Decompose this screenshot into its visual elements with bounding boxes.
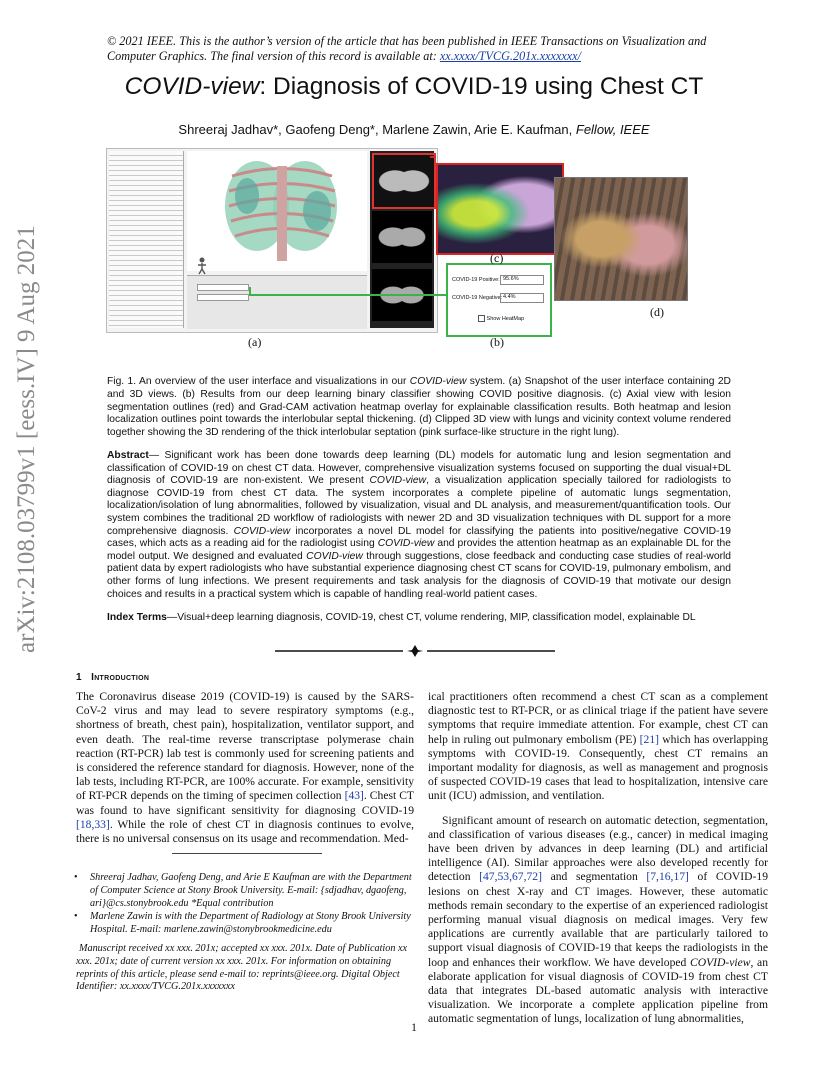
abstract-p3: incorporates a novel DL model for classifying the patients into positive/negative COVID-19 cases, which acts as a reading aid for the radiologist using bbox=[107, 525, 731, 550]
citation[interactable]: 53, bbox=[497, 870, 512, 884]
left-p1a: The Coronavirus disease 2019 (COVID-19) is caused by the SARS-CoV-2 virus and may lead to severe respiratory symptoms (e.g., shortness of breath, chest pain), hospitalization, ventilator support, and even death. The real-time reverse transcriptase polymerase chain reaction (RT-PCR) lab test is commonly used for screening patients and is considered the reference standard for diagnosis. However, none of the lab tests, including RT-PCR, are 100% accurate. For example, sensitivity of RT-PCR depends on the timing of specimen collection bbox=[76, 690, 414, 803]
footnote-rule bbox=[172, 853, 322, 854]
abstract bbox=[107, 450, 731, 601]
right-p2b: and segmentation bbox=[541, 870, 647, 884]
abstract-i4: COVID-view bbox=[306, 550, 363, 562]
paper-title bbox=[0, 73, 828, 101]
page-number: 1 bbox=[411, 1020, 417, 1034]
right-paragraph-2 bbox=[428, 814, 768, 1027]
bullet-icon: • bbox=[74, 872, 78, 883]
abstract-i1: COVID-view bbox=[369, 475, 427, 487]
footnote-1 bbox=[76, 872, 414, 910]
right-p1b: which has overlapping symptoms with COVID-19. Consequently, chest CT remains an important modality for diagnosis, as well as management and prognosis of suspected COVID-19 cases that lead to hospitalization, intensive care unit (ICU) admission, and ventilation. bbox=[428, 732, 768, 803]
figure-caption bbox=[107, 376, 731, 440]
index-terms-label: Index Terms bbox=[107, 612, 167, 623]
body-right-column bbox=[428, 690, 768, 1027]
right-p2a: Significant amount of research on automatic detection, segmentation, and classification of various diseases (e.g., cancer) in medical imaging have been driven by advances in deep learning (DL) and artificial intelligence (AI). Similar approaches were also developed recently for detection bbox=[428, 813, 768, 884]
citation[interactable]: 33] bbox=[94, 817, 110, 831]
citation[interactable]: [18, bbox=[76, 817, 95, 831]
index-terms-text: —Visual+deep learning diagnosis, COVID-19, chest CT, volume rendering, MIP, classification model, explainable DL bbox=[166, 612, 696, 623]
copyright-text: © 2021 IEEE. This is the author’s version of the article that has been published in IEEE Transactions on Visualization and Computer Graphics. The final version of this record is available at: bbox=[107, 34, 707, 63]
left-p1c: . While the role of chest CT in diagnosis continues to evolve, there is no universal consensus on its usage and recommendation. Med- bbox=[76, 817, 414, 846]
right-i1: COVID-view bbox=[689, 955, 751, 969]
figure-label-d: (d) bbox=[650, 305, 664, 319]
left-p1b: . Chest CT was found to have significant sensitivity for diagnosing COVID-19 bbox=[76, 789, 415, 817]
right-p1a: ical practitioners often recommend a chest CT scan as a complement diagnostic test to RT-PCR, or as clinical triage if the patient have severe symptoms that require immediate attention. For example, chest CT can help in ruling out pulmonary embolism (PE) bbox=[428, 690, 768, 746]
copyright-notice bbox=[107, 34, 742, 63]
author-fellow: Fellow, IEEE bbox=[575, 122, 650, 137]
figure-label-a: (a) bbox=[248, 335, 262, 349]
abstract-p5: through suggestions, close feedback and conducting case studies of real-world patient data by expert radiologists who have substantial experience diagnosing chest CT scans for COVID-19, pulmonary embolism, and other forms of lung infections. We present requirements and task analysis for the diagnosis of COVID-19 that motivate our design choices and results in a practical system which is capable of handling real-world patient cases. bbox=[107, 550, 732, 600]
section-title: Introduction bbox=[91, 672, 150, 683]
abstract-p2: , a visualization application specially tailored for radiologists to diagnose COVID-19 from chest CT data. The system incorporates a complete pipeline of automatic lungs segmentation, localization/isolation of lung abnormalities, followed by visualization, visual and DL analysis, and measurement/quantification tools. Our system combines the traditional 2D workflow of radiologists with newer 2D and 3D visualization techniques with DL support for a more comprehensive diagnosis. bbox=[107, 475, 731, 537]
right-p2c: of COVID-19 lesions on chest X-ray and CT images. However, these automatic methods remain secondary to the expertise of an experienced radiologist performing manual visual diagnosis on medical images. Very few applications are currently available that are particularly tailored to support visual diagnosis of COVID-19 that keeps the radiologists in the loop and enhances their workflow. We have developed bbox=[428, 870, 768, 969]
citation[interactable]: [21] bbox=[639, 732, 659, 746]
positive-label: COVID-19 Positive: bbox=[452, 277, 500, 283]
abstract-p1: — Significant work has been done towards deep learning (DL) models for automatic lung and lesion segmentation and classification of COVID-19 on chest CT data. However, comprehensive visualization systems focused on supporting the dual visual+DL diagnosis of COVID-19 are non-existent. We present bbox=[107, 450, 731, 487]
citation[interactable]: 67, bbox=[511, 870, 527, 884]
title-rest: : Diagnosis of COVID-19 using Chest CT bbox=[259, 73, 704, 100]
caption-italic: COVID-view bbox=[409, 376, 467, 387]
right-p2d: , an elaborate application for visual diagnosis of COVID-19 from chest CT data that integrates DL-based automatic analysis with interactive visualization. We incorporate a complete application pipeline from automatic segmentation of lungs, localization of lung abnormalities, bbox=[428, 955, 768, 1026]
citation[interactable]: [43] bbox=[344, 789, 364, 803]
abstract-p4: and provides the attention heatmap as an explainable DL for the model output. We designed and evaluated bbox=[107, 538, 731, 562]
figure-1 bbox=[100, 145, 700, 355]
figure-label-c: (c) bbox=[490, 251, 504, 265]
positive-value: 95.6% bbox=[500, 275, 544, 285]
caption-rest: system. (a) Snapshot of the user interface containing 2D and 3D views. (b) Results from our deep learning binary classifier showing COVID positive diagnosis. (c) Axial view with lesion segmentation outlines (red) and Grad-CAM activation heatmap overlay for explainable classification results. Both heatmap and lesion localization outlines point towards the interlobular septal thickening. (d) Clipped 3D view with lungs and vicinity context volume rendered together showing the 3D rendering of the thick interlobular septation (pink surface-like structure in the right lung). bbox=[107, 376, 731, 439]
body-left-column bbox=[76, 690, 414, 846]
footnote-2 bbox=[76, 911, 414, 937]
figure-label-b: (b) bbox=[490, 335, 504, 349]
section-number: 1 bbox=[76, 672, 82, 683]
footnote-2-text: Marlene Zawin is with the Department of Radiology at Stony Brook University Hospital. E-mail: marlene.zawin@stonybrookmedicine.edu bbox=[90, 911, 411, 935]
abstract-i2: COVID-view bbox=[233, 525, 291, 537]
abstract-i3: COVID-view bbox=[377, 538, 435, 550]
title-italic: COVID-view bbox=[124, 73, 260, 100]
citation[interactable]: 72] bbox=[526, 870, 542, 884]
section-heading bbox=[76, 672, 149, 683]
author-list bbox=[0, 122, 828, 137]
heatmap-label: Show HeatMap bbox=[486, 315, 525, 322]
arxiv-identifier: arXiv:2108.03799v1 [eess.IV] 9 Aug 2021 bbox=[13, 225, 40, 653]
author-names: Shreeraj Jadhav*, Gaofeng Deng*, Marlene Zawin, Arie E. Kaufman, bbox=[178, 122, 576, 137]
citation[interactable]: 17] bbox=[673, 870, 689, 884]
figure-connectors bbox=[100, 145, 700, 355]
abstract-label: Abstract bbox=[107, 450, 149, 461]
negative-value: 4.4% bbox=[500, 293, 544, 303]
right-paragraph-1 bbox=[428, 690, 768, 804]
doi-link[interactable]: xx.xxxx/TVCG.201x.xxxxxxx/ bbox=[439, 48, 581, 63]
divider-diamond-icon bbox=[407, 645, 423, 657]
index-terms bbox=[107, 612, 731, 623]
section-divider bbox=[275, 645, 555, 657]
negative-label: COVID-19 Negative: bbox=[452, 295, 503, 301]
manuscript-note: Manuscript received xx xxx. 201x; accepted xx xxx. 201x. Date of Publication xx xxx. 201x; date of current version xx xxx. 201x. For information on obtaining reprints of this article, please send e-mail to: reprints@ieee.org. Digital Object Identifier: xx.xxxx/TVCG.201x.xxxxxxx bbox=[76, 943, 408, 993]
footnote-1-text: Shreeraj Jadhav, Gaofeng Deng, and Arie E Kaufman are with the Department of Computer Science at Stony Brook University. E-mail: {sdjadhav, dgaofeng, ari}@cs.stonybrook.edu *Equal contribution bbox=[90, 872, 412, 909]
bullet-icon: • bbox=[74, 911, 78, 922]
caption-prefix: Fig. 1. An overview of the user interface and visualizations in our bbox=[107, 376, 410, 387]
citation[interactable]: 16, bbox=[658, 870, 674, 884]
citation[interactable]: [47, bbox=[479, 870, 498, 884]
citation[interactable]: [7, bbox=[646, 870, 659, 884]
